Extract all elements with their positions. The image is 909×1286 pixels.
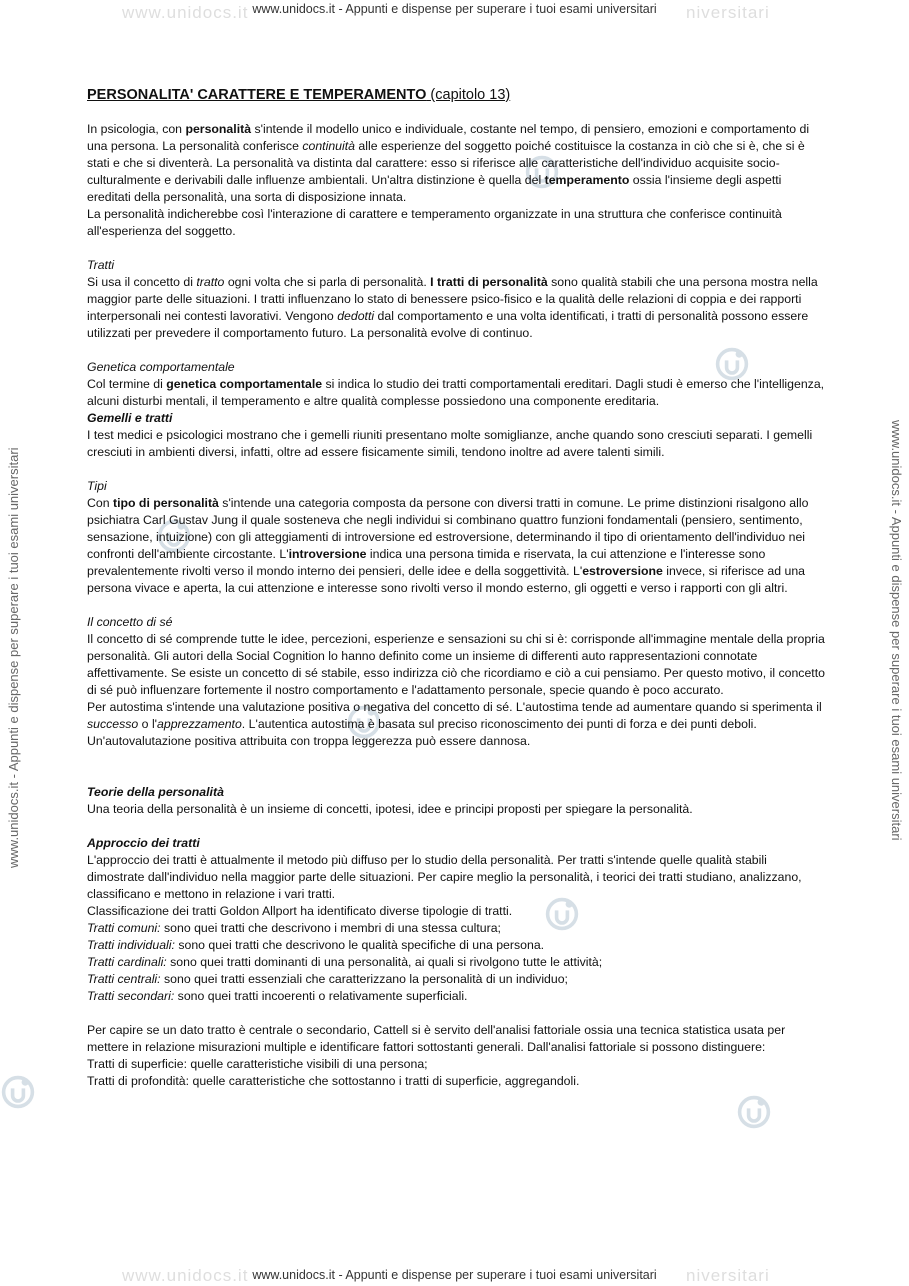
footer-ghost-left: www.unidocs.it — [122, 1266, 249, 1285]
section-heading-genetica: Genetica comportamentale — [87, 360, 235, 374]
gemelli-paragraph: I test medici e psicologici mostrano che i gemelli riuniti presentano molte somiglianze, anche quando sono cresciuti separati. I gemelli cresciuti in ambienti diversi, infatti, oltre ad essere fisicamente simili, tendono inoltre ad avere talenti simili. — [87, 428, 813, 459]
intro-paragraph-2: La personalità indicherebbe così l'interazione di carattere e temperamento organizzate in una struttura che conferisce continuità all'esperienza del soggetto. — [87, 207, 782, 238]
list-item: Tratti cardinali: sono quei tratti dominanti di una personalità, ai quali si rivolgono tutte le attività; — [87, 955, 603, 969]
right-side-banner: www.unidocs.it - Appunti e dispense per superare i tuoi esami universitari — [889, 420, 904, 841]
footer-banner: www.unidocs.it - Appunti e dispense per superare i tuoi esami universitari — [252, 1268, 657, 1282]
section-heading-tipi: Tipi — [87, 479, 107, 493]
autostima-paragraph: Per autostima s'intende una valutazione positiva o negativa del concetto di sé. L'autostima tende ad aumentare quando si sperimenta il successo o l'apprezzamento. L'autentica autostima è basata sul preciso riconoscimento dei punti di forza e dei punti deboli. Un'autovalutazione positiva attribuita con troppa leggerezza può essere dannosa. — [87, 700, 822, 748]
cattell-paragraph: Per capire se un dato tratto è centrale o secondario, Cattell si è servito dell'analisi fattoriale ossia una tecnica statistica usata per mettere in relazione misurazioni multiple e identificare fattori sottostanti generali. Dall'analisi fattoriale si possono distinguere: — [87, 1023, 786, 1054]
section-heading-gemelli: Gemelli e tratti — [87, 411, 173, 425]
page-title — [87, 86, 827, 104]
concetto-paragraph: Il concetto di sé comprende tutte le idee, percezioni, esperienze e sensazioni su chi si è: corrisponde all'immagine mentale della propria personalità. Gli autori della Social Cognition lo hanno definito come un insieme di differenti auto rappresentazioni connotate affettivamente. Se esiste un concetto di sé stabile, esso indirizza ciò che ricordiamo e ciò a cui pensiamo. Per questo motivo, il concetto di sé può influenzare fortemente il nostro comportamento e l'adattamento personale, specie quando è poco accurato. — [87, 632, 825, 697]
genetica-paragraph: Col termine di genetica comportamentale si indica lo studio dei tratti comportamentali ereditari. Dagli studi è emerso che l'intelligenza, alcuni disturbi mentali, il temperamento e altre qualità complesse possiedono una componente ereditaria. — [87, 377, 825, 408]
allport-paragraph: Classificazione dei tratti Goldon Allport ha identificato diverse tipologie di tratti. — [87, 904, 513, 918]
section-heading-concetto: Il concetto di sé — [87, 615, 173, 629]
intro-paragraph: In psicologia, con personalità s'intende il modello unico e individuale, costante nel tempo, di pensiero, emozioni e comportamento di una persona. La personalità conferisce continuità alle esperienze del soggetto poiché costituisce la costanza in ciò che si è, che si è stati e che si diventerà. La personalità va distinta dal carattere: esso si riferisce alle caratteristiche dell'individuo acquisite socio-culturalmente e derivabili dalle influenze ambientali. Un'altra distinzione è quella del temperamento ossia l'insieme degli aspetti ereditati della personalità, una sorta di disposizione innata. — [87, 122, 810, 204]
header-banner: www.unidocs.it - Appunti e dispense per superare i tuoi esami universitari — [252, 2, 657, 16]
section-heading-tratti: Tratti — [87, 258, 115, 272]
list-item: Tratti centrali: sono quei tratti essenziali che caratterizzano la personalità di un individuo; — [87, 972, 568, 986]
list-item: Tratti di profondità: quelle caratteristiche che sottostanno i tratti di superficie, aggregandoli. — [87, 1074, 580, 1088]
left-side-banner: www.unidocs.it - Appunti e dispense per superare i tuoi esami universitari — [6, 447, 21, 868]
header-ghost-right: niversitari — [686, 3, 770, 22]
list-item: Tratti secondari: sono quei tratti incoerenti o relativamente superficiali. — [87, 989, 468, 1003]
header-ghost-left: www.unidocs.it — [122, 3, 249, 22]
footer-ghost-right: niversitari — [686, 1266, 770, 1285]
list-item: Tratti di superficie: quelle caratteristiche visibili di una persona; — [87, 1057, 428, 1071]
document-body — [87, 86, 827, 1090]
approccio-paragraph: L'approccio dei tratti è attualmente il metodo più diffuso per lo studio della personalità. Per tratti s'intende quelle qualità stabili dimostrate dall'individuo nella maggior parte delle situazioni. Per capire meglio la personalità, i teorici dei tratti studiano, analizzano, classificano e mettono in relazione i vari tratti. — [87, 853, 802, 901]
tratti-paragraph: Si usa il concetto di tratto ogni volta che si parla di personalità. I tratti di personalità sono qualità stabili che una persona mostra nella maggior parte delle situazioni. I tratti influenzano lo stato di benessere psico-fisico e la qualità delle relazioni di coppia e dei rapporti interpersonali nei contesti lavorativi. Vengono dedotti dal comportamento e una volta identificati, i tratti di personalità possono essere utilizzati per prevedere il comportamento futuro. La personalità evolve di continuo. — [87, 275, 818, 340]
section-heading-approccio: Approccio dei tratti — [87, 836, 200, 850]
tipi-paragraph: Con tipo di personalità s'intende una categoria composta da persone con diversi tratti in comune. Le prime distinzioni risalgono allo psichiatra Carl Gustav Jung il quale sosteneva che negli individui si combinano quattro funzioni fondamentali (pensiero, sentimento, sensazione, intuizione) con gli atteggiamenti di introversione ed estroversione, determinando il tipo di orientamento dell'individuo nei confronti dell'ambiente circostante. L'introversione indica una persona timida e riservata, la cui attenzione e l'interesse sono prevalentemente rivolti verso il mondo interno dei pensieri, delle idee e della soggettività. L'estroversione invece, si riferisce ad una persona vivace e aperta, la cui attenzione e interesse sono rivolti verso il mondo esterno, gli oggetti e verso i rapporti con gli altri. — [87, 496, 809, 595]
title-sub: (capitolo 13) — [430, 87, 511, 103]
watermark-logo-icon — [0, 1074, 36, 1110]
list-item: Tratti individuali: sono quei tratti che descrivono le qualità specifiche di una persona. — [87, 938, 545, 952]
teorie-paragraph: Una teoria della personalità è un insieme di concetti, ipotesi, idee e principi proposti per spiegare la personalità. — [87, 802, 693, 816]
title-main: PERSONALITA' CARATTERE E TEMPERAMENTO — [87, 87, 427, 103]
section-heading-teorie: Teorie della personalità — [87, 785, 224, 799]
list-item: Tratti comuni: sono quei tratti che descrivono i membri di una stessa cultura; — [87, 921, 501, 935]
watermark-logo-icon — [736, 1094, 772, 1130]
